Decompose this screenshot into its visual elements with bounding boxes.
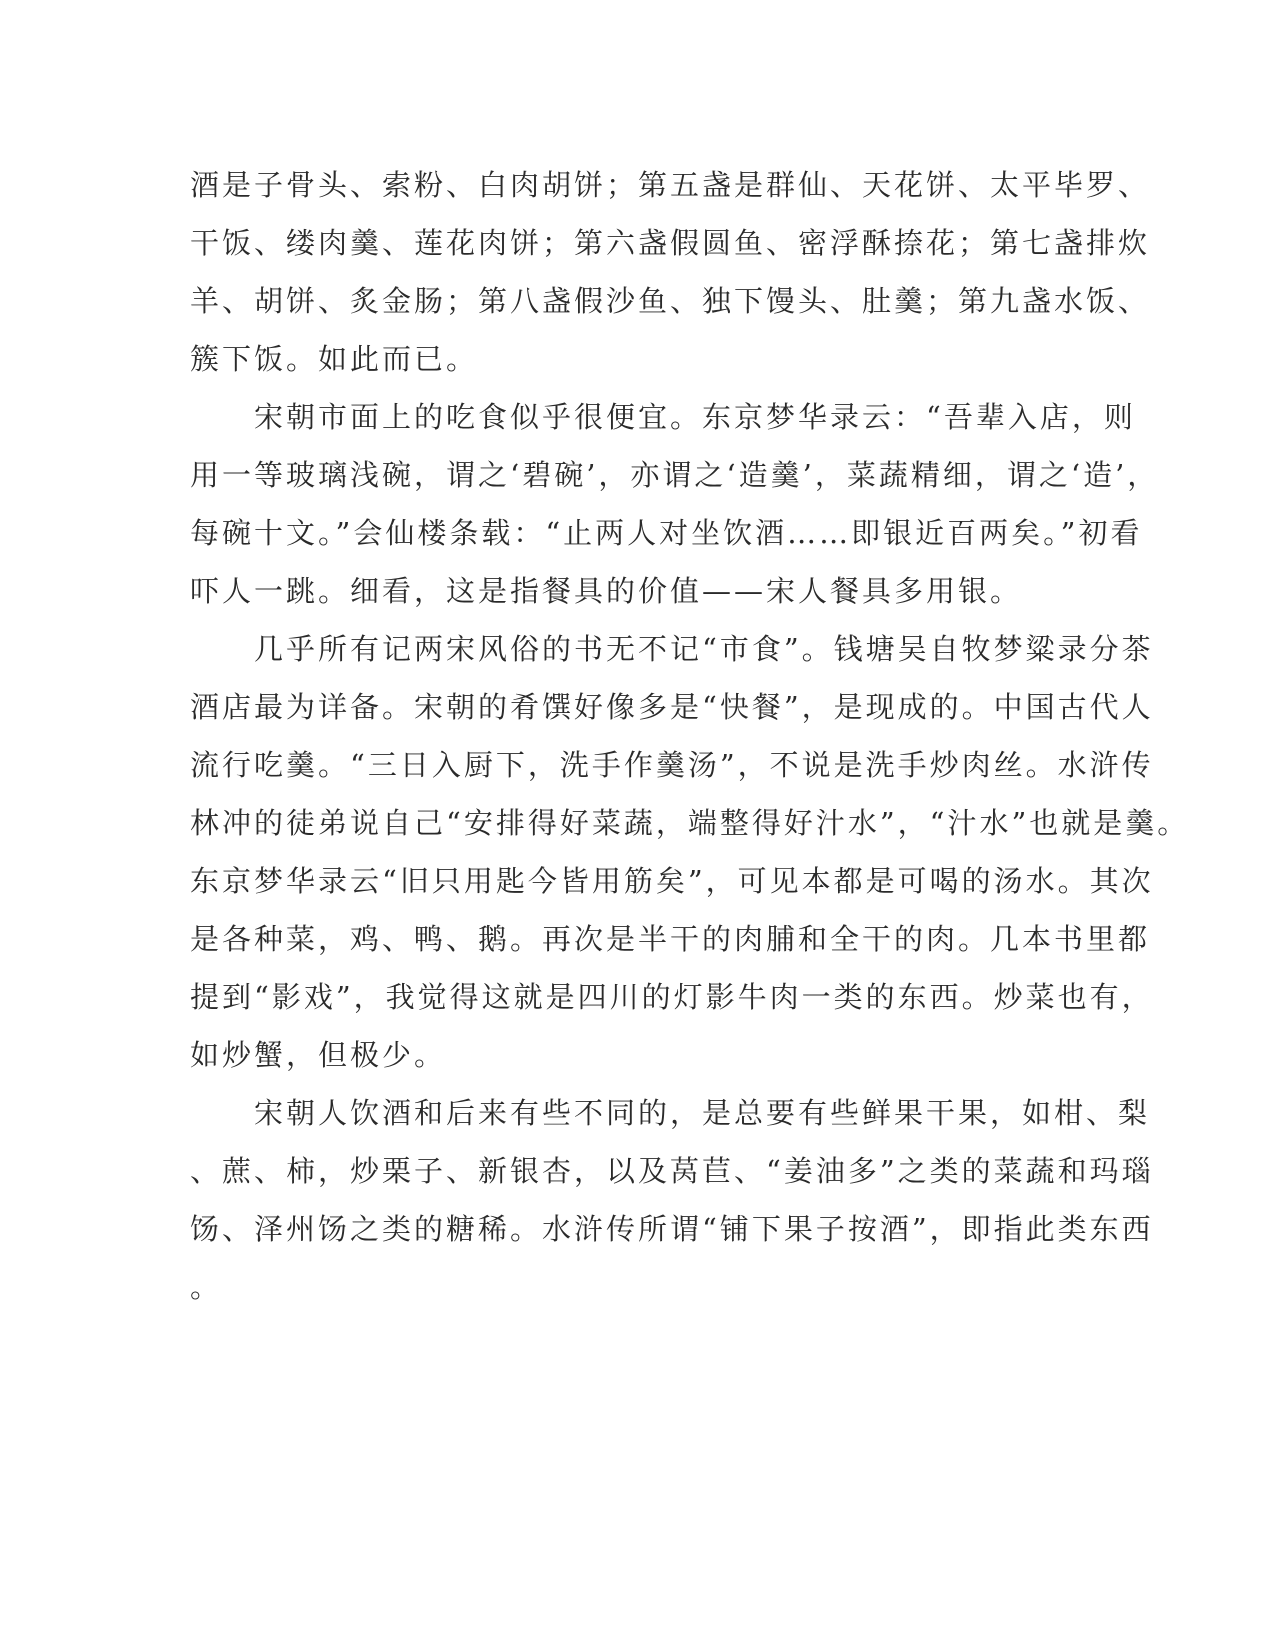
paragraph-3 — [190, 620, 1190, 1084]
text-line: 宋朝人饮酒和后来有些不同的，是总要有些鲜果干果，如柑、梨 — [254, 1096, 1151, 1130]
text-line: 、蔗、柿，炒栗子、新银杏，以及莴苣、“姜油多”之类的菜蔬和玛瑙 — [190, 1154, 1154, 1188]
text-line: 簇下饭。如此而已。 — [190, 342, 479, 376]
text-line: 流行吃羹。“三日入厨下，洗手作羹汤”，不说是洗手炒肉丝。水浒传 — [190, 748, 1154, 782]
text-line: 东京梦华录云“旧只用匙今皆用筋矣”，可见本都是可喝的汤水。其次 — [190, 864, 1154, 898]
text-line: 林冲的徒弟说自己“安排得好菜蔬，端整得好汁水”，“汁水”也就是羹。 — [190, 806, 1190, 840]
text-line: 吓人一跳。细看，这是指餐具的价值——宋人餐具多用银。 — [190, 574, 1023, 608]
text-line: 酒店最为详备。宋朝的肴馔好像多是“快餐”，是现成的。中国古代人 — [190, 690, 1154, 724]
text-line: 酒是子骨头、索粉、白肉胡饼；第五盏是群仙、天花饼、太平毕罗、 — [190, 168, 1151, 202]
text-line: 羊、胡饼、炙金肠；第八盏假沙鱼、独下馒头、肚羹；第九盏水饭、 — [190, 284, 1151, 318]
paragraph-2 — [190, 388, 1160, 620]
text-line: 。 — [190, 1270, 223, 1304]
paragraph-1 — [190, 156, 1151, 388]
text-line: 干饭、缕肉羹、莲花肉饼；第六盏假圆鱼、密浮酥捺花；第七盏排炊 — [190, 226, 1151, 260]
paragraph-4 — [190, 1084, 1154, 1316]
text-line: 宋朝市面上的吃食似乎很便宜。东京梦华录云：“吾辈入店，则 — [254, 400, 1136, 434]
text-line: 每碗十文。”会仙楼条载：“止两人对坐饮酒……即银近百两矣。”初看 — [190, 516, 1143, 550]
text-line: 饧、泽州饧之类的糖稀。水浒传所谓“铺下果子按酒”，即指此类东西 — [190, 1212, 1154, 1246]
document-body — [190, 156, 1190, 1316]
text-line: 几乎所有记两宋风俗的书无不记“市食”。钱塘吴自牧梦粱录分茶 — [254, 632, 1154, 666]
text-line: 用一等玻璃浅碗，谓之‘碧碗’，亦谓之‘造羹’，菜蔬精细，谓之‘造’， — [190, 458, 1160, 492]
text-line: 如炒蟹，但极少。 — [190, 1038, 447, 1072]
text-line: 是各种菜，鸡、鸭、鹅。再次是半干的肉脯和全干的肉。几本书里都 — [190, 922, 1151, 956]
text-line: 提到“影戏”，我觉得这就是四川的灯影牛肉一类的东西。炒菜也有， — [190, 980, 1154, 1014]
